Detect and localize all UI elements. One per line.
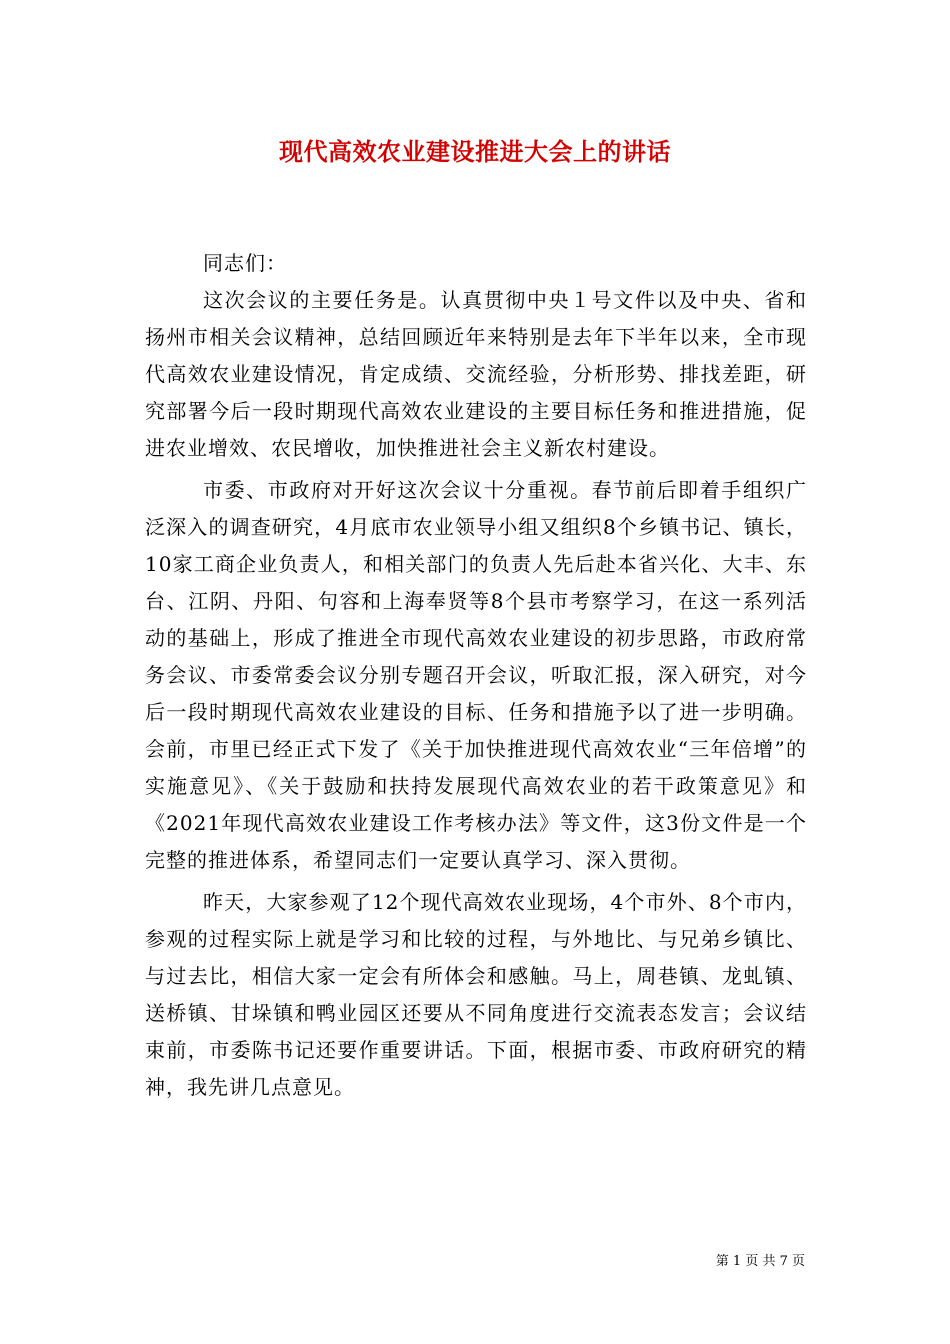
document-body — [145, 245, 807, 1106]
page-number-footer: 第 1 页 共 7 页 — [715, 1254, 805, 1269]
paragraph-2: 市委、市政府对开好这次会议十分重视。春节前后即着手组织广泛深入的调查研究，4月底市农业领导小组又组织8个乡镇书记、镇长，10家工商企业负责人，和相关部门的负责人先后赴本省兴化、大丰、东台、江阴、丹阳、句容和上海奉贤等8个县市考察学习，在这一系列活动的基础上，形成了推进全市现代高效农业建设的初步思路，市政府常务会议、市委常委会议分别专题召开会议，听取汇报，深入研究，对今后一段时期现代高效农业建设的目标、任务和措施予以了进一步明确。会前，市里已经正式下发了《关于加快推进现代高效农业“三年倍增”的实施意见》、《关于鼓励和扶持发展现代高效农业的若干政策意见》和《2021年现代高效农业建设工作考核办法》等文件，这3份文件是一个完整的推进体系，希望同志们一定要认真学习、深入贯彻。 — [145, 478, 807, 872]
greeting: 同志们： — [203, 251, 287, 275]
paragraph-1: 这次会议的主要任务是。认真贯彻中央１号文件以及中央、省和扬州市相关会议精神，总结回顾近年来特别是去年下半年以来，全市现代高效农业建设情况，肯定成绩、交流经验，分析形势、排找差距，研究部署今后一段时期现代高效农业建设的主要目标任务和推进措施，促进农业增效、农民增收，加快推进社会主义新农村建设。 — [145, 288, 807, 460]
paragraph-3: 昨天，大家参观了12个现代高效农业现场，4个市外、8个市内，参观的过程实际上就是学习和比较的过程，与外地比、与兄弟乡镇比、与过去比，相信大家一定会有所体会和感触。马上，周巷镇、龙虬镇、送桥镇、甘垛镇和鸭业园区还要从不同角度进行交流表态发言；会议结束前，市委陈书记还要作重要讲话。下面，根据市委、市政府研究的精神，我先讲几点意见。 — [145, 890, 807, 1099]
document-title: 现代高效农业建设推进大会上的讲话 — [279, 137, 671, 166]
